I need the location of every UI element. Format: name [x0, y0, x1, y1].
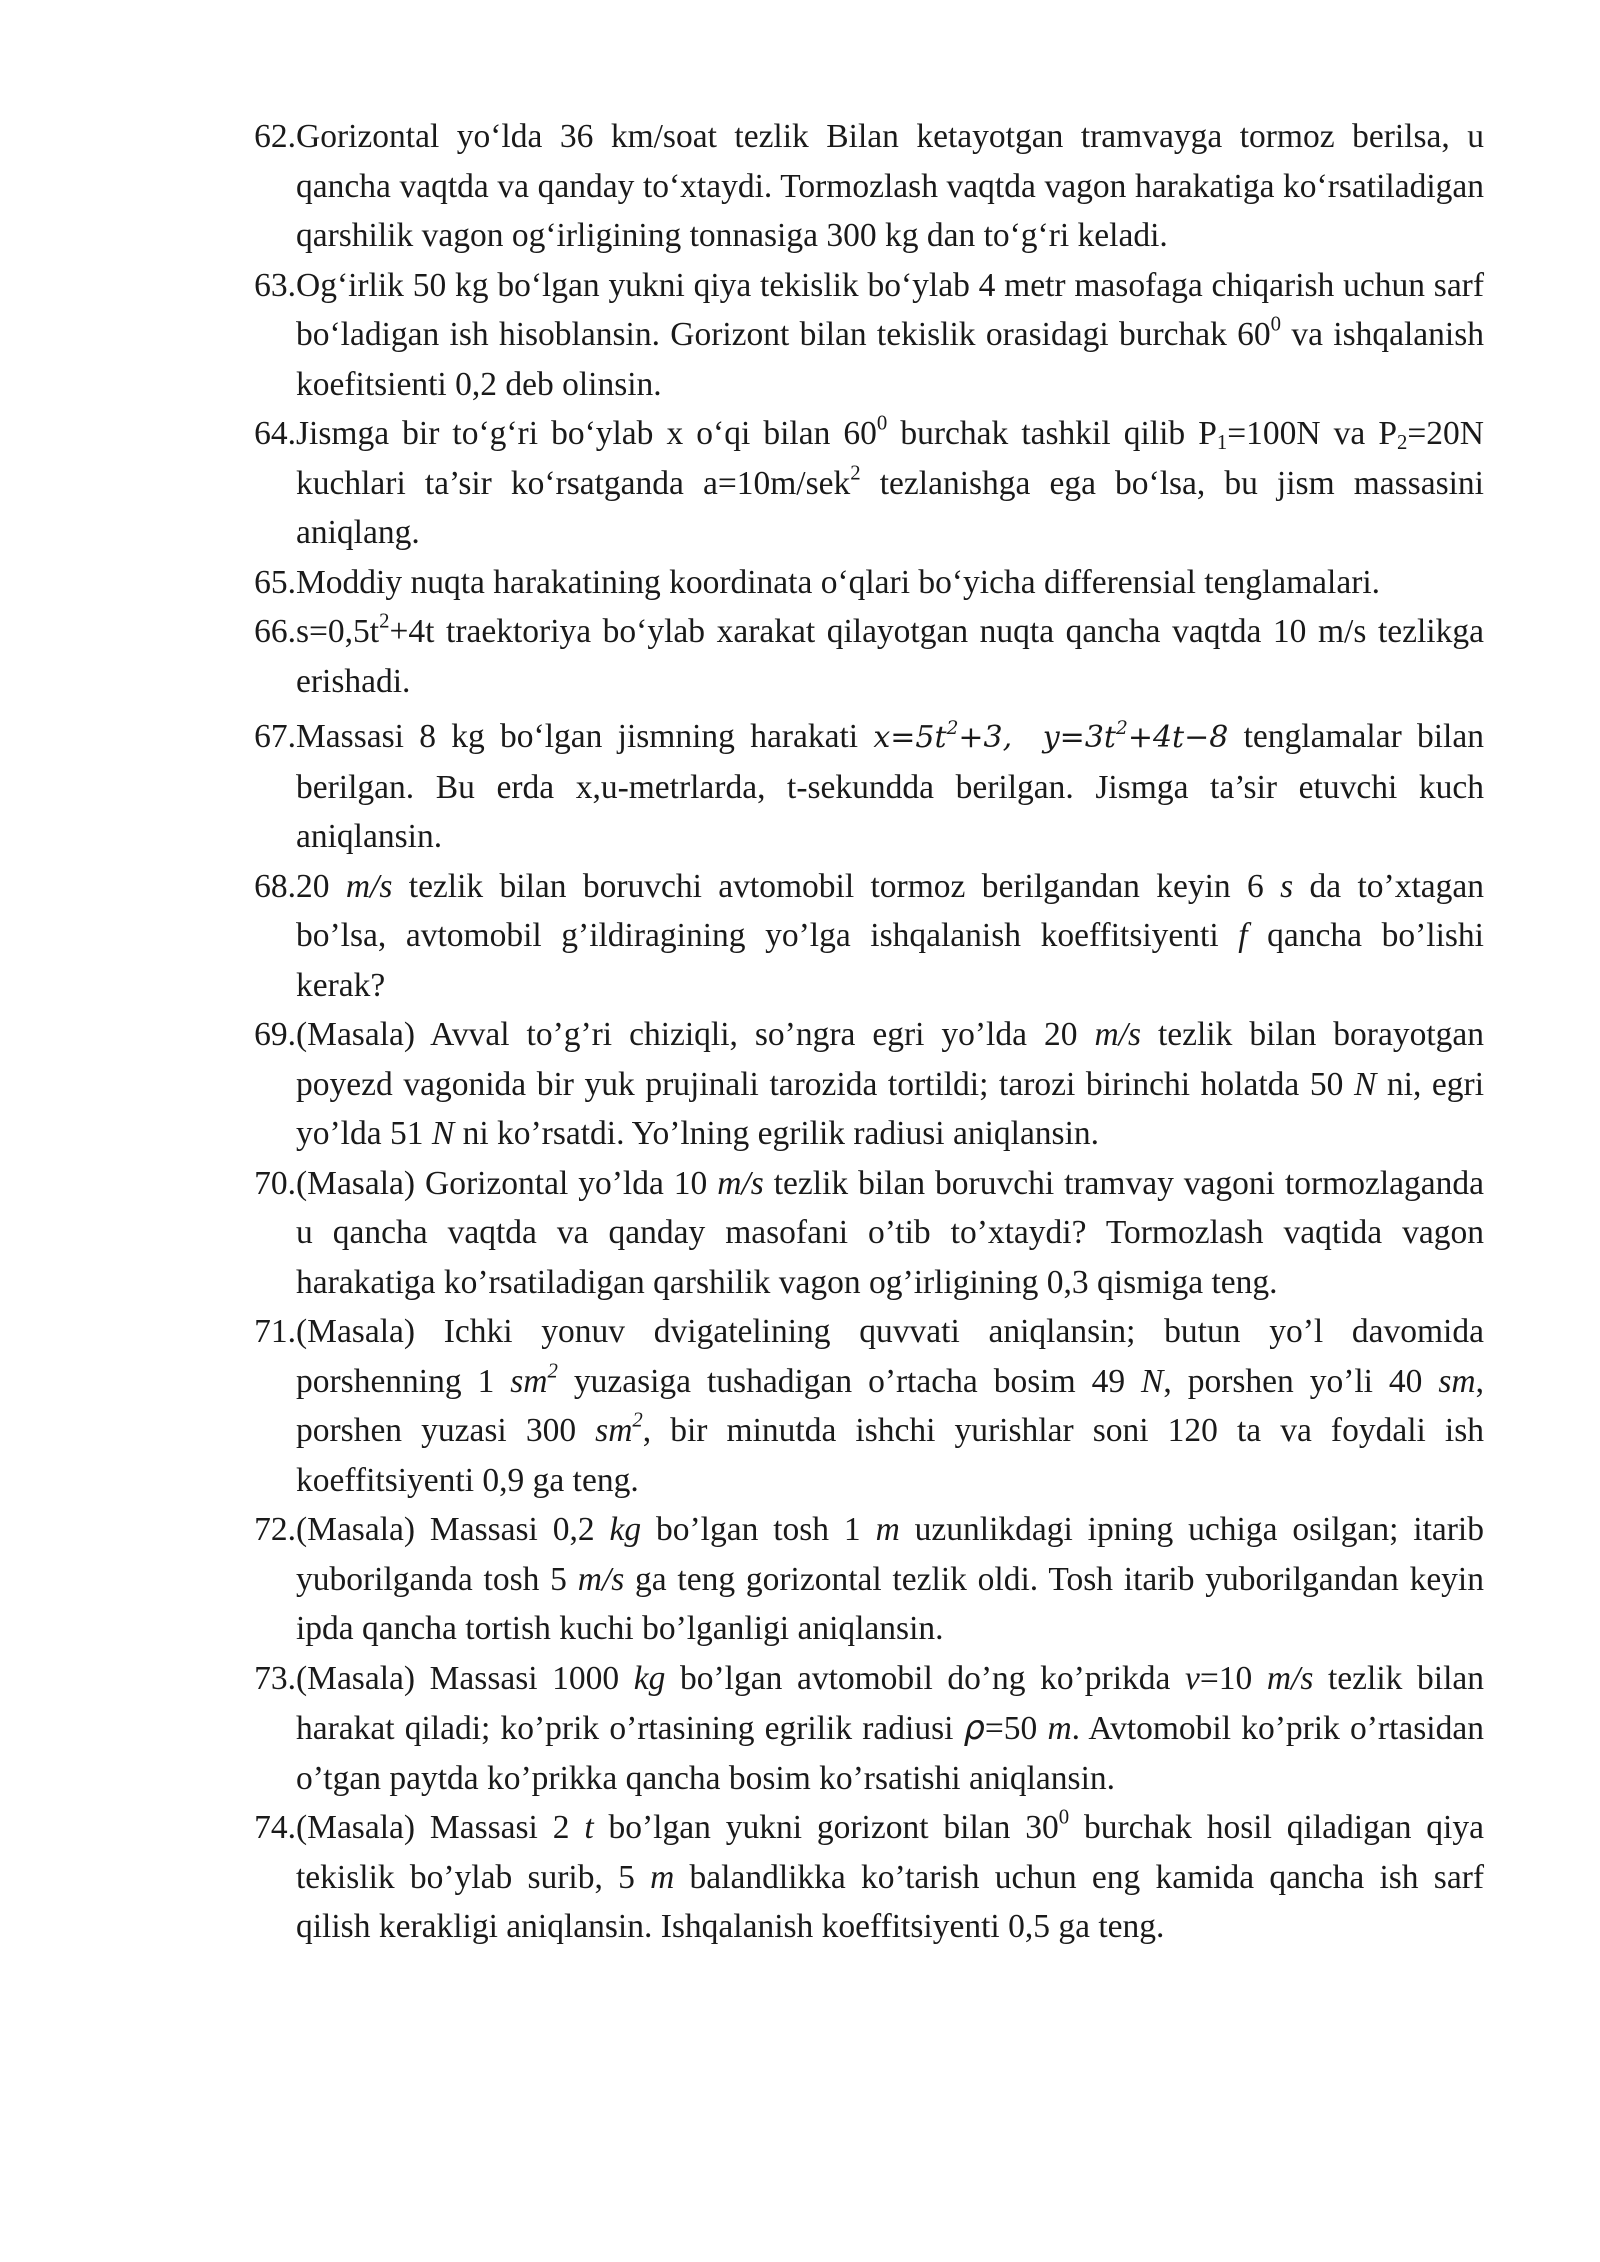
- problem-text: Og‘irlik 50 kg bo‘lgan yukni qiya tekislik bo‘ylab 4 metr masofaga chiqarish uchun sarf bo‘ladigan ish hisoblansin. Gorizont bilan tekislik orasidagi burchak 60: [296, 266, 1484, 353]
- problem-text: qancha bo’lishi kerak?: [296, 917, 1484, 1004]
- problem-text: tenglamalar bilan berilgan. Bu erda x,u-metrlarda, t-sekundda berilgan. Jismga ta’sir etuvchi kuch aniqlansin.: [296, 718, 1484, 855]
- problem-text: ni, egri yo’lda 51: [296, 1065, 1485, 1152]
- unit: sm: [595, 1412, 633, 1449]
- problem-text: , bir minutda ishchi yurishlar soni 120 ta va foydali ish koeffitsiyenti 0,9 ga teng.: [296, 1412, 1484, 1499]
- problem-text: burchak tashkil qilib P: [887, 415, 1217, 452]
- problem-number: 73.: [254, 1659, 296, 1697]
- unit: s: [1280, 867, 1294, 905]
- problem-text: Gorizontal yo‘lda 36 km/soat tezlik Bilan ketayotgan tramvayga tormoz berilsa, u qancha vaqtda va qanday to‘xtaydi. Tormozlash vaqtda vagon harakatiga ko‘rsatiladigan qarshilik vagon og‘irligining tonnasiga 300 kg dan to‘g‘ri keladi.: [296, 118, 1484, 254]
- equation-y: $y=3t^2+4t-8$: [1042, 717, 1229, 755]
- problem-text: tezlik bilan borayotgan poyezd vagonida bir yuk prujinali tarozida tortildi; tarozi birinchi holatda 50: [296, 1016, 1484, 1103]
- unit: m/s: [717, 1164, 764, 1202]
- problem-text: va ishqalanish koefitsienti 0,2 deb olinsin.: [296, 316, 1485, 403]
- problem-74: [244, 1803, 1484, 1952]
- variable: ρ: [963, 1708, 985, 1747]
- unit: N: [1353, 1065, 1377, 1103]
- problem-71: [244, 1307, 1484, 1505]
- superscript: 2: [379, 609, 390, 633]
- problem-text: =100N va P: [1227, 415, 1398, 452]
- problem-text: , porshen yo’li 40: [1163, 1362, 1439, 1400]
- problem-66: [244, 607, 1484, 706]
- problem-number: 72.: [254, 1511, 296, 1548]
- problem-text: (Masala) Massasi 2: [296, 1809, 585, 1846]
- variable: v: [1184, 1659, 1200, 1697]
- unit: kg: [609, 1511, 642, 1548]
- problem-text: 20: [296, 867, 346, 905]
- problem-text: balandlikka ko’tarish uchun eng kamida qancha ish sarf qilish kerakligi aniqlansin. Ishqalanish koeffitsiyenti 0,5 ga teng.: [296, 1858, 1485, 1945]
- problem-text: (Masala) Massasi 1000: [296, 1659, 634, 1697]
- problem-text: (Masala) Gorizontal yo’lda 10: [296, 1164, 718, 1202]
- problem-text: ga teng gorizontal tezlik oldi. Tosh itarib yuborilgandan keyin ipda qancha tortish kuchi bo’lganligi aniqlansin.: [296, 1560, 1484, 1647]
- problem-number: 67.: [254, 718, 296, 755]
- problem-text: yuzasiga tushadigan o’rtacha bosim 49: [557, 1362, 1142, 1400]
- problem-68: [244, 862, 1484, 1011]
- problem-text: tezlik bilan boruvchi avtomobil tormoz berilgandan keyin 6: [392, 867, 1281, 905]
- superscript: 2: [632, 1408, 643, 1432]
- unit: kg: [633, 1659, 666, 1697]
- superscript: 0: [1058, 1805, 1070, 1829]
- problem-text: bo’lgan avtomobil do’ng ko’prikda: [665, 1659, 1185, 1697]
- superscript: 2: [547, 1358, 558, 1382]
- unit: sm: [510, 1362, 548, 1400]
- problem-number: 68.: [254, 867, 296, 905]
- problem-text: Jismga bir to‘g‘ri bo‘ylab x o‘qi bilan 60: [296, 415, 877, 452]
- problem-text: Massasi 8 kg bo‘lgan jismning harakati: [296, 718, 874, 755]
- problem-70: [244, 1159, 1484, 1308]
- variable: f: [1238, 917, 1248, 954]
- problem-text: =20N kuchlari ta’sir ko‘rsatganda a=10m/sek: [296, 415, 1484, 502]
- unit: t: [584, 1809, 594, 1846]
- problem-text: burchak hosil qiladigan qiya tekislik bo’ylab surib, 5: [296, 1809, 1484, 1896]
- problem-73: [244, 1654, 1484, 1804]
- problem-text: +4t traektoriya bo‘ylab xarakat qilayotgan nuqta qancha vaqtda 10 m/s tezlikga erishadi.: [296, 613, 1484, 700]
- problem-number: 70.: [254, 1164, 296, 1202]
- unit: N: [431, 1115, 455, 1152]
- superscript: 0: [876, 411, 888, 435]
- problem-number: 62.: [254, 118, 296, 155]
- problem-text: s=0,5t: [296, 613, 380, 650]
- unit: m/s: [577, 1560, 625, 1598]
- problem-text: uzunlikdagi ipning uchiga osilgan; itarib yuborilganda tosh 5: [296, 1511, 1484, 1598]
- problem-number: 71.: [254, 1313, 296, 1350]
- problem-text: bo’lgan yukni gorizont bilan 30: [593, 1809, 1059, 1846]
- problem-72: [244, 1505, 1484, 1654]
- problem-number: 65.: [254, 563, 296, 601]
- problem-text: da to’xtagan bo’lsa, avtomobil g’ildiragining yo’lga ishqalanish koeffitsiyenti: [296, 867, 1484, 954]
- superscript: 0: [1270, 312, 1282, 336]
- problem-64: [244, 409, 1484, 558]
- problem-65: [244, 558, 1484, 608]
- unit: sm: [1438, 1362, 1476, 1400]
- problem-63: [244, 261, 1484, 410]
- unit: m: [650, 1858, 675, 1896]
- problem-text: ni ko’rsatdi. Yo’lning egrilik radiusi aniqlansin.: [454, 1115, 1100, 1152]
- subscript: 1: [1216, 431, 1228, 455]
- problem-text: (Masala) Avval to’g’ri chiziqli, so’ngra egri yo’lda 20: [296, 1016, 1095, 1053]
- unit: m/s: [1266, 1659, 1314, 1697]
- problem-number: 74.: [254, 1809, 296, 1846]
- problem-number: 66.: [254, 613, 296, 650]
- subscript: 2: [1397, 431, 1408, 455]
- unit: m/s: [1094, 1016, 1141, 1053]
- equation-x: $x=5t^2+3$,: [873, 717, 1013, 755]
- unit: m: [875, 1511, 900, 1548]
- problem-text: (Masala) Ichki yonuv dvigatelining quvvati aniqlansin; butun yo’l davomida porshenning 1: [296, 1313, 1484, 1400]
- problem-text: (Masala) Massasi 0,2: [296, 1511, 610, 1548]
- problem-text: . Avtomobil ko’prik o’rtasidan o’tgan paytda ko’prikka qancha bosim ko’rsatishi aniqlansin.: [296, 1710, 1484, 1797]
- superscript: 2: [850, 460, 861, 484]
- problem-text: , porshen yuzasi 300: [296, 1362, 1484, 1449]
- problem-number: 63.: [254, 266, 296, 304]
- unit: m/s: [345, 867, 393, 905]
- problem-text: tezlik bilan boruvchi tramvay vagoni tormozlaganda u qancha vaqtda va qanday masofani o’tib to’xtaydi? Tormozlash vaqtida vagon harakatiga ko’rsatiladigan qarshilik vagon og’irligining 0,3 qismiga teng.: [296, 1164, 1485, 1301]
- problem-67: [244, 712, 1484, 862]
- unit: N: [1141, 1362, 1164, 1400]
- problem-text: =50: [984, 1710, 1048, 1747]
- problem-text: Moddiy nuqta harakatining koordinata o‘qlari bo‘yicha differensial tenglamalari.: [296, 563, 1381, 601]
- problem-69: [244, 1010, 1484, 1159]
- problem-number: 69.: [254, 1016, 296, 1053]
- problem-number: 64.: [254, 415, 296, 452]
- problem-62: [244, 112, 1484, 261]
- problem-text: bo’lgan tosh 1: [641, 1511, 876, 1548]
- unit: m: [1047, 1710, 1072, 1747]
- problem-text: tezlik bilan harakat qiladi; ko’prik o’rtasining egrilik radiusi: [296, 1659, 1484, 1747]
- problem-text: tezlanishga ega bo‘lsa, bu jism massasini aniqlang.: [296, 464, 1484, 551]
- problem-text: =10: [1199, 1659, 1267, 1697]
